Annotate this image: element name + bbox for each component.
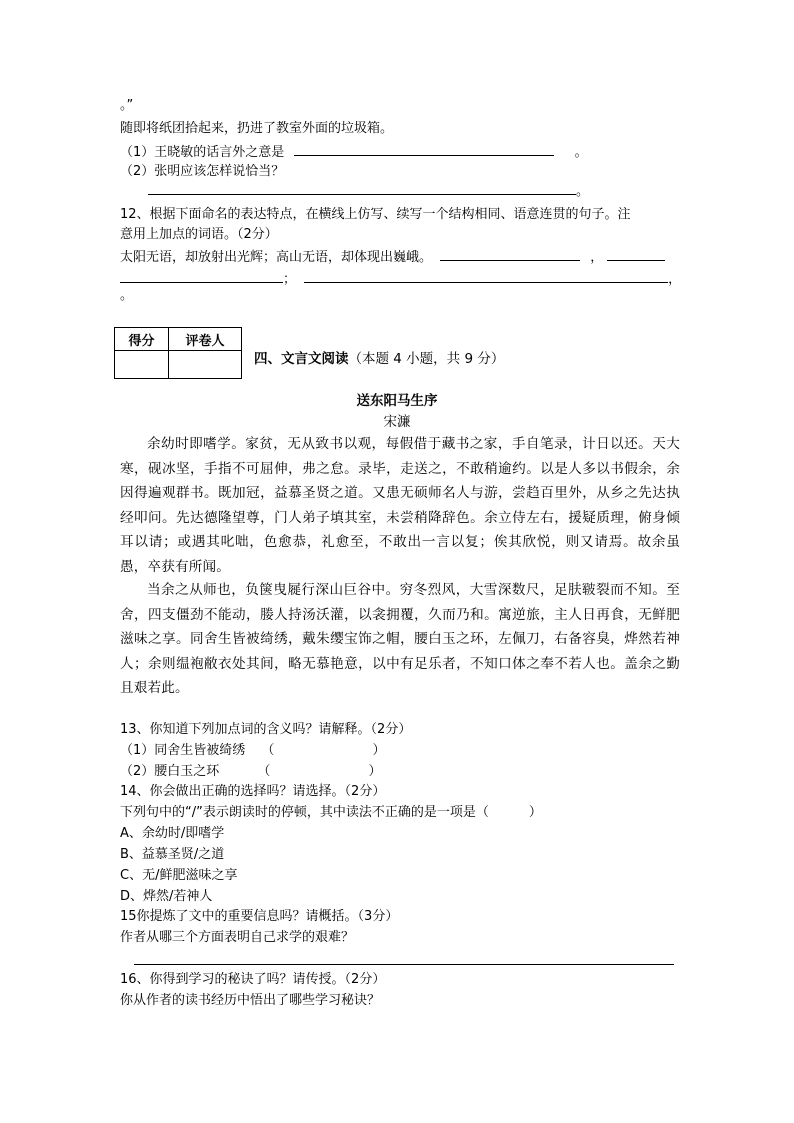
question-11-1 [120,141,588,163]
paren-open: （ [261,743,275,758]
paren-close: ） [368,764,382,779]
passage-paragraph-2: 当余之从师也，负箧曳屣行深山巨谷中。穷冬烈风，大雪深数尺，足肤皲裂而不知。至舍，四支僵劲不能动，媵人持汤沃灌，以衾拥覆，久而乃和。寓逆旅，主人日再食，无鲜肥滋味之享。同舍生皆被绮绣，戴朱缨宝饰之帽，腰白玉之环，左佩刀，右备容臭，烨然若神人；余则缊袍敝衣处其间，略无慕艳意，以中有足乐者，不知口体之奉不若人也。盖余之勤且艰若此。 [120,582,680,697]
section-note: （本题 4 小题，共 9 分） [348,351,505,367]
text-line: 。 [120,288,134,303]
question-16-sub: 你从作者的读书经历中悟出了哪些学习秘诀？ [120,993,381,1008]
stem-text: 下列句中的“/”表示朗读时的停顿，其中读法不正确的是一项是（ [120,805,489,820]
question-12-example [120,246,665,268]
passage-title: 送东阳马生序 [356,393,438,409]
passage-paragraph-1: 余幼时即嗜学。家贫，无从致书以观，每假借于藏书之家，手自笔录，计日以还。天大寒，砚冰坚，手指不可屈伸，弗之怠。录毕，走送之，不敢稍逾约。以是人多以书假余，余因得遍观群书。既加冠，益慕圣贤之道。又患无硕师名人与游，尝趋百里外，从乡之先达执经叩问。先达德隆望尊，门人弟子填其室，未尝稍降辞色。余立侍左右，援疑质理，俯身倾耳以请；或遇其叱咄，色愈恭，礼愈至，不敢出一言以复；俟其欣悦，则又请焉。故余虽愚，卒获有所闻。 [120,436,680,575]
question-14-stem [120,803,542,823]
question-11-2: （2）张明应该怎样说恰当？ [120,164,285,179]
text-line: 。” [120,98,134,113]
paren-close: ） [372,743,386,758]
comma: ， [590,250,604,265]
answer-blank[interactable] [440,246,580,261]
question-12: 12、根据下面命名的表达特点，在横线上仿写、续写一个结构相同、语意连贯的句子。注 [120,207,631,222]
period: 。 [574,145,588,160]
option-c: C、无/鲜肥滋味之享 [120,868,238,883]
paren-close: ） [528,805,542,820]
option-a: A、余幼时/即嗜学 [120,826,225,841]
answer-line[interactable] [134,964,674,965]
paren-open: （ [257,764,271,779]
section-title [254,347,504,367]
period: 。 [576,184,590,199]
question-15: 15你提炼了文中的重要信息吗？请概括。（3分） [120,909,399,924]
semicolon: ； [283,272,297,287]
section-heading: 四、文言文阅读 [254,351,349,367]
answer-blank[interactable] [148,180,576,195]
question-13: 13、你知道下列加点词的含义吗？请解释。（2分） [120,722,412,737]
text-line: 随即将纸团拾起来，扔进了教室外面的垃圾箱。 [120,121,394,136]
answer-blank[interactable] [120,268,283,283]
grader-header: 评卷人 [169,328,242,351]
example-sentence: 太阳无语，却放射出光辉；高山无语，却体现出巍峨。 [120,250,433,265]
item-text: （2）腰白玉之环 [120,764,220,779]
option-b: B、益慕圣贤/之道 [120,847,225,862]
question-13-2 [120,762,381,782]
score-table [114,327,242,379]
question-13-1 [120,741,385,761]
question-12-cont: 意用上加点的词语。（2分） [120,227,278,242]
score-cell[interactable] [115,351,169,379]
answer-blank[interactable] [304,268,668,283]
question-label: （1）王晓敏的话言外之意是 [120,145,285,160]
answer-blank[interactable] [294,141,554,156]
passage-author: 宋濂 [383,414,411,430]
question-15-sub: 作者从哪三个方面表明自己求学的艰难？ [120,930,355,945]
question-12-lines [120,268,681,290]
answer-line [148,180,589,202]
comma: ， [668,272,682,287]
option-d: D、烨然/若神人 [120,889,213,904]
question-16: 16、你得到学习的秘诀了吗？请传授。（2分） [120,972,386,987]
answer-blank[interactable] [607,246,665,261]
grader-cell[interactable] [169,351,242,379]
item-text: （1）同舍生皆被绮绣 [120,743,246,758]
score-header: 得分 [115,328,169,351]
question-14: 14、你会做出正确的选择吗？请选择。（2分） [120,784,386,799]
